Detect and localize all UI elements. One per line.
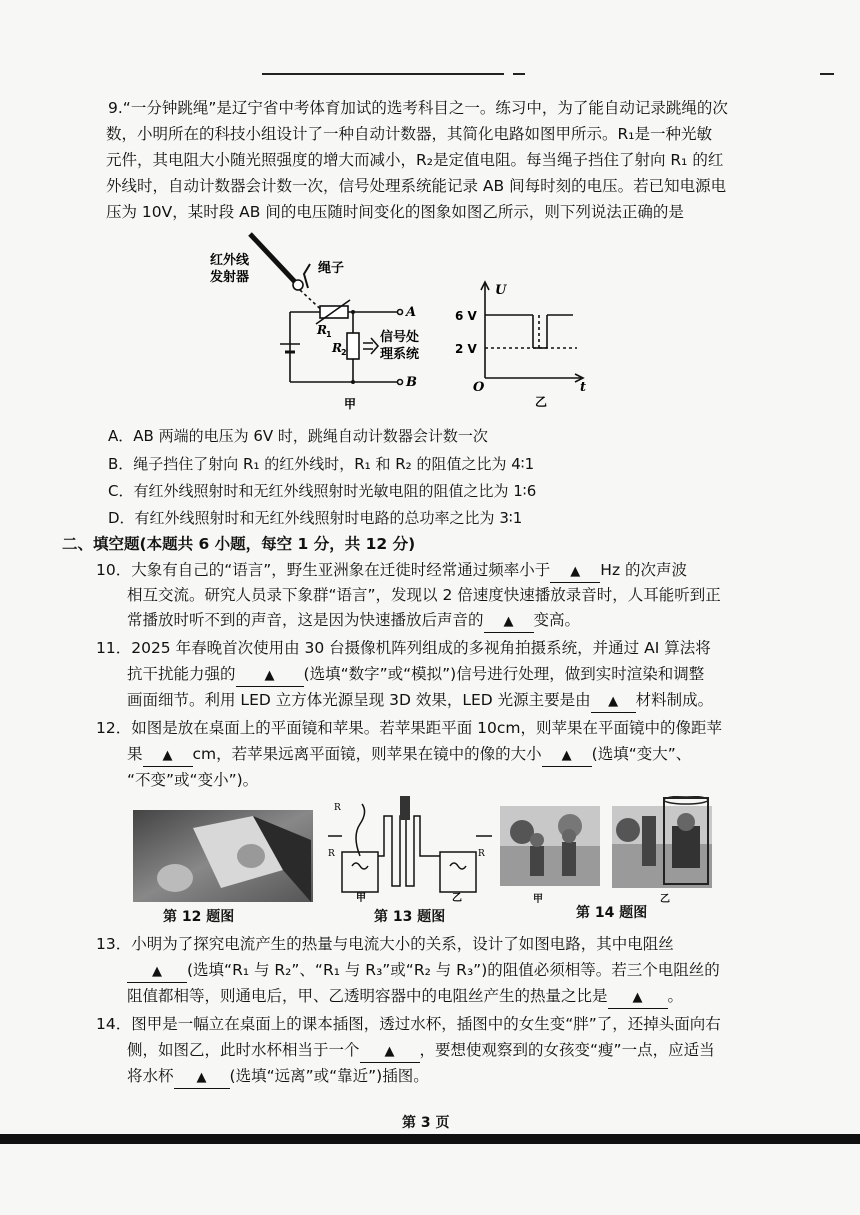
- fig14-jia: 甲: [533, 894, 543, 905]
- header-dash: [513, 73, 525, 75]
- fig13-r-label: R: [328, 849, 335, 859]
- q9-circuit-diagram: [210, 228, 440, 413]
- answer-blank: ▲: [236, 666, 304, 687]
- terminal-a: A: [406, 305, 417, 320]
- q13-line: 13．小明为了探究电流产生的热量与电流大小的关系，设计了如图电路，其中电阻丝: [96, 935, 674, 953]
- header-rule: [262, 73, 504, 75]
- answer-blank: ▲: [360, 1042, 420, 1063]
- section-title: 二、填空题(本题共 6 小题，每空 1 分，共 12 分): [62, 535, 416, 553]
- q14-line: [127, 1064, 429, 1089]
- q12-line: [127, 742, 691, 767]
- x-axis-label: t: [580, 380, 587, 395]
- q13-text: 阻值都相等，则通电后，甲、乙透明容器中的电阻丝产生的热量之比是: [127, 987, 608, 1005]
- q14-text: 将水杯: [127, 1067, 174, 1085]
- q11-text: 画面细节。利用 LED 立方体光源呈现 3D 效果，LED 光源主要是由: [127, 691, 591, 709]
- r1-subscript: 1: [326, 330, 332, 339]
- q10-text: Hz 的次声波: [600, 561, 688, 579]
- fig13-r-label: R: [334, 803, 341, 813]
- q10-line: 相互交流。研究人员录下象群“语言”，发现以 2 倍速度快速播放录音时，人耳能听到正: [127, 586, 721, 604]
- fig13-yi: 乙: [452, 893, 462, 902]
- q12-text: cm，若苹果远离平面镜，则苹果在镜中的像的大小: [192, 745, 542, 763]
- q9-line: 9.“一分钟跳绳”是辽宁省中考体育加试的选考科目之一。练习中，为了能自动记录跳绳的次: [108, 99, 728, 117]
- answer-blank: ▲: [608, 988, 668, 1009]
- fig14-caption: 第 14 题图: [576, 905, 648, 921]
- q14-text: 侧，如图乙，此时水杯相当于一个: [127, 1041, 360, 1059]
- signal-label: 信号处: [380, 330, 420, 345]
- answer-blank: ▲: [143, 746, 193, 767]
- q9-option-c: C．有红外线照射时和无红外线照射时光敏电阻的阻值之比为 1∶6: [108, 482, 537, 500]
- q14-text: ，要想使观察到的女孩变“瘦”一点，应适当: [419, 1041, 715, 1059]
- q9-line: 数，小明所在的科技小组设计了一种自动计数器，其简化电路如图甲所示。R₁是一种光敏: [106, 125, 712, 143]
- fig13-jia: 甲: [356, 893, 366, 902]
- scan-edge: [0, 1134, 860, 1144]
- answer-blank: ▲: [127, 962, 187, 983]
- q12-text: (选填“变大”、: [591, 745, 692, 763]
- r2-subscript: 2: [341, 348, 347, 357]
- fig12-mirror-apple-photo: [133, 810, 313, 902]
- answer-blank: ▲: [484, 612, 534, 633]
- emitter-label: 红外线: [210, 253, 250, 268]
- fig14-illustration-photo: [500, 806, 600, 886]
- q10-line: [96, 558, 687, 583]
- answer-blank: ▲: [550, 562, 600, 583]
- q10-text: 变高。: [533, 611, 581, 629]
- q9-voltage-graph: [455, 278, 595, 413]
- fig14-yi: 乙: [660, 894, 670, 905]
- low-voltage-label: 2 V: [455, 342, 477, 356]
- q11-text: (选填“数字”或“模拟”)信号进行处理，做到实时渲染和调整: [303, 665, 705, 683]
- q14-line: [127, 1038, 715, 1063]
- q11-text: 材料制成。: [635, 691, 714, 709]
- q13-line: [127, 958, 720, 983]
- signal-label: 理系统: [380, 347, 420, 362]
- fig13-caption: 第 13 题图: [374, 909, 446, 925]
- q14-text: (选填“远离”或“靠近”)插图。: [229, 1067, 429, 1085]
- q9-option-b: B．绳子挡住了射向 R₁ 的红外线时，R₁ 和 R₂ 的阻值之比为 4∶1: [108, 455, 535, 473]
- r2-label: R: [332, 341, 342, 355]
- fig13-r-label: R: [478, 849, 485, 859]
- q9-option-a: A．AB 两端的电压为 6V 时，跳绳自动计数器会计数一次: [108, 427, 488, 445]
- fig13-heating-circuit: [322, 796, 497, 902]
- q12-line: 12．如图是放在桌面上的平面镜和苹果。若苹果距平面 10cm，则苹果在平面镜中的像距苹: [96, 719, 722, 737]
- q11-line: 11．2025 年春晚首次使用由 30 台摄像机阵列组成的多视角拍摄系统，并通过 AI 算法将: [96, 639, 711, 657]
- q10-line: [127, 608, 580, 633]
- q13-line: [127, 984, 683, 1009]
- q12-line: “不变”或“变小”)。: [127, 771, 259, 789]
- q14-line: 14．图甲是一幅立在桌面上的课本插图，透过水杯，插图中的女生变“胖”了，还掉头面向右: [96, 1015, 721, 1033]
- fig14-glass-photo: [612, 796, 712, 888]
- q12-text: 果: [127, 745, 143, 763]
- q9-option-d: D．有红外线照射时和无红外线照射时电路的总功率之比为 3∶1: [108, 509, 523, 527]
- q10-text: 常播放时听不到的声音，这是因为快速播放后声音的: [127, 611, 484, 629]
- fig12-caption: 第 12 题图: [163, 909, 235, 925]
- q9-line: 元件，其电阻大小随光照强度的增大而减小，R₂是定值电阻。每当绳子挡住了射向 R₁ 的红: [106, 151, 724, 169]
- r1-label: R: [317, 323, 327, 337]
- q11-text: 抗干扰能力强的: [127, 665, 236, 683]
- answer-blank: ▲: [591, 692, 636, 713]
- rope-label: 绳子: [318, 261, 345, 276]
- high-voltage-label: 6 V: [455, 309, 477, 323]
- terminal-b: B: [406, 375, 417, 390]
- origin-label: O: [473, 380, 485, 395]
- q9-line: 外线时，自动计数器会计数一次，信号处理系统能记录 AB 间每时刻的电压。若已知电源电: [106, 177, 727, 195]
- q10-text: 10．大象有自己的“语言”，野生亚洲象在迁徙时经常通过频率小于: [96, 561, 551, 579]
- y-axis-label: U: [495, 283, 507, 298]
- q9-line: 压为 10V，某时段 AB 间的电压随时间变化的图象如图乙所示，则下列说法正确的是: [106, 203, 684, 221]
- answer-blank: ▲: [542, 746, 592, 767]
- circuit-caption: 甲: [344, 397, 357, 411]
- answer-blank: ▲: [174, 1068, 230, 1089]
- graph-caption: 乙: [535, 395, 548, 409]
- header-dash: [820, 73, 834, 75]
- q11-line: [127, 688, 713, 713]
- q13-text: 。: [667, 987, 684, 1005]
- q11-line: [127, 662, 704, 687]
- q13-text: (选填“R₁ 与 R₂”、“R₁ 与 R₃”或“R₂ 与 R₃”)的阻值必须相等。若三个电阻丝的: [187, 961, 720, 979]
- emitter-label: 发射器: [210, 270, 250, 285]
- page-number: 第 3 页: [402, 1115, 450, 1131]
